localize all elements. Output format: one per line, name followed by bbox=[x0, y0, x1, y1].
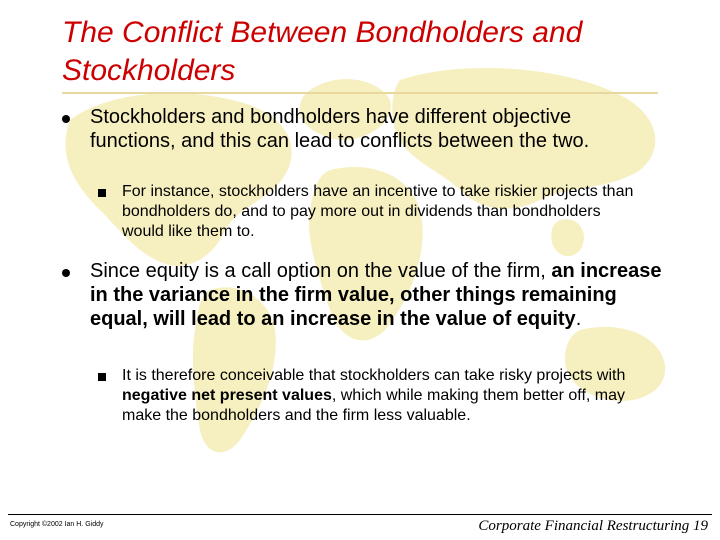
title-divider bbox=[62, 92, 658, 94]
bullet-dot bbox=[62, 269, 70, 277]
slide-title: The Conflict Between Bondholders and Stockholders bbox=[62, 16, 583, 87]
bullet-2-sub-bold: negative net present values bbox=[122, 387, 332, 404]
bullet-2-sub-text bbox=[122, 366, 652, 426]
bullet-dot bbox=[62, 115, 70, 123]
footer-divider bbox=[8, 514, 712, 515]
bullet-2-text-plain: Since equity is a call option on the value of the firm, bbox=[90, 260, 552, 282]
bullet-2-sub-plain: It is therefore conceivable that stockholders can take risky projects with bbox=[122, 367, 626, 384]
bullet-2-sub-end: , which while making them better off, may make the bondholders and the firm less valuable. bbox=[122, 387, 626, 424]
bullet-1-text: Stockholders and bondholders have different objective functions, and this can lead to conflicts between the two. bbox=[90, 106, 590, 152]
bullet-2-text bbox=[90, 259, 665, 331]
bullet-1-sub-text: For instance, stockholders have an incentive to take riskier projects than bondholders do, and to pay more out in dividends than bondholders would like them to. bbox=[122, 183, 634, 240]
sub-bullet-square bbox=[98, 189, 106, 197]
footer-course-page: Corporate Financial Restructuring 19 bbox=[478, 518, 708, 534]
copyright-text: Copyright ©2002 Ian H. Giddy bbox=[10, 521, 104, 528]
bullet-2-text-bold: an increase in the variance in the firm value, other things remaining equal, will lead to an increase in the value of equity bbox=[90, 260, 662, 330]
sub-bullet-square bbox=[98, 373, 106, 381]
bullet-2-text-end: . bbox=[575, 308, 582, 330]
